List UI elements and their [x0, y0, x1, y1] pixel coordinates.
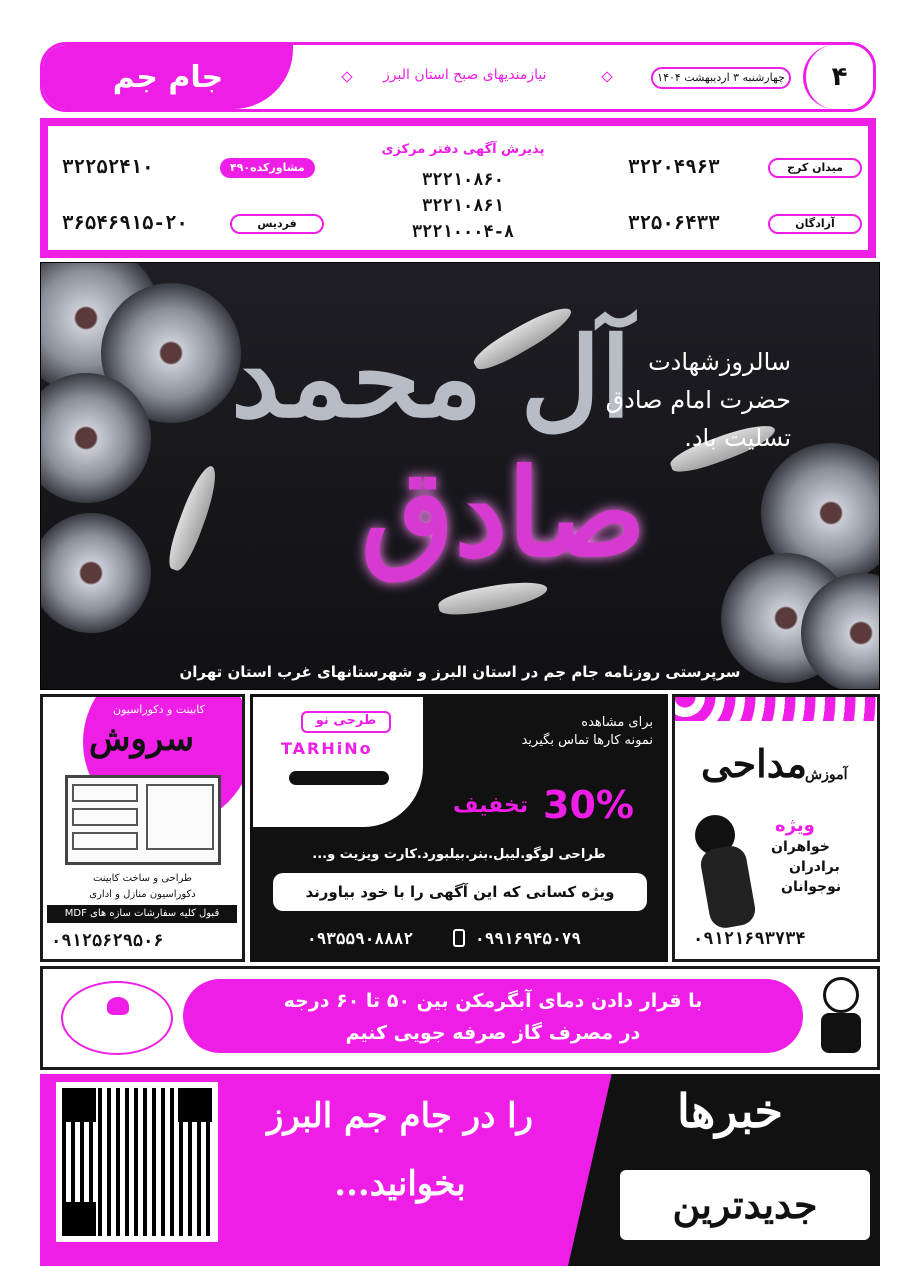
ad-line: قبول کلیه سفارشات سازه های MDF — [47, 905, 237, 923]
issue-date: چهارشنبه ۳ اردیبهشت ۱۴۰۴ — [651, 67, 791, 89]
ad-audience: نوجوانان — [781, 879, 842, 895]
gas-company-logo — [61, 981, 173, 1055]
ad-title-small: آموزش — [805, 767, 848, 783]
page-header — [40, 42, 876, 112]
contact-number: ۳۶۵۴۶۹۱۵-۲۰ — [62, 212, 188, 234]
center-office-title: پذیرش آگهی دفتر مرکزی — [381, 142, 545, 157]
ad-scallop-decor — [675, 697, 877, 721]
header-tagline: نیازمندیهای صبح استان البرز — [383, 67, 547, 83]
mascot-icon — [813, 977, 869, 1059]
ad-title-big: مداحی — [701, 741, 808, 786]
center-number: ۳۲۲۱۰۰۰۴-۸ — [411, 222, 515, 242]
phone-icon — [453, 929, 465, 947]
page-number: ۴ — [803, 45, 873, 109]
hand-icon — [698, 844, 757, 931]
calligraphy-silver: آل محمد — [231, 313, 632, 442]
contact-label: آزادگان — [768, 214, 862, 234]
contact-box-inner — [48, 126, 868, 250]
contact-label: میدان کرج — [768, 158, 862, 178]
banner-line: سالروزشهادت — [648, 348, 791, 376]
ad-phone: ۰۹۳۵۵۹۰۸۸۸۲ — [307, 929, 413, 948]
promo-headline: جدیدترین — [620, 1170, 870, 1240]
contact-number: ۳۲۲۵۲۴۱۰ — [62, 156, 154, 178]
newspaper-logo: جام جم — [43, 45, 293, 109]
ad-services: طراحی لوگو.لیبل.بنر.بیلبورد.کارت ویزیت و... — [312, 847, 606, 862]
promo-headline: خبرها — [677, 1084, 783, 1138]
gas-line: در مصرف گاز صرفه جویی کنیم — [345, 1022, 641, 1044]
ad-logo-en: TARHiNo — [281, 739, 373, 758]
ad-subtitle: کابینت و دکوراسیون — [113, 703, 205, 716]
news-promo — [40, 1074, 880, 1266]
ad-audience: برادران — [789, 859, 840, 875]
calligraphy-main: صادق — [361, 443, 646, 584]
ad-intro: نمونه کارها تماس بگیرید — [521, 733, 653, 748]
gas-saving-notice — [40, 966, 880, 1070]
center-number: ۳۲۲۱۰۸۶۰ — [422, 170, 504, 190]
ad-audience: خواهران — [771, 839, 830, 855]
ad-special: ویژه — [775, 815, 815, 836]
discount-word: تخفیف — [453, 793, 529, 818]
banner-line: تسلیت باد. — [684, 424, 791, 452]
condolence-banner — [40, 262, 880, 690]
ad-phone: ۰۹۱۲۵۶۲۹۵۰۶ — [51, 931, 164, 951]
ad-intro: برای مشاهده — [581, 715, 653, 730]
banner-line: حضرت امام صادق — [605, 386, 791, 414]
gas-message — [183, 979, 803, 1053]
pencil-icon — [289, 771, 389, 785]
ad-phone: ۰۹۱۲۱۶۹۳۷۳۴ — [693, 929, 806, 949]
center-number: ۳۲۲۱۰۸۶۱ — [422, 196, 504, 216]
flame-icon — [107, 997, 129, 1015]
discount-percent: 30% — [543, 783, 634, 827]
banner-message — [551, 343, 791, 457]
contact-box — [40, 118, 876, 258]
banner-footer: سرپرستی روزنامه جام جم در استان البرز و شهرستانهای غرب استان تهران — [179, 663, 741, 681]
flower-icon — [40, 513, 151, 633]
contact-number: ۳۲۲۰۴۹۶۳ — [628, 156, 720, 178]
diamond-ornament-icon — [341, 71, 352, 82]
contact-number: ۳۲۵۰۶۴۳۳ — [628, 212, 720, 234]
promo-line: بخوانید... — [334, 1164, 466, 1204]
ad-cabinet — [40, 694, 245, 962]
ad-line: دکوراسیون منازل و اداری — [89, 889, 196, 900]
contact-label: فردیس — [230, 214, 324, 234]
ad-line: طراحی و ساخت کابینت — [92, 873, 192, 884]
diamond-ornament-icon — [601, 71, 612, 82]
feather-icon — [163, 462, 223, 574]
promo-line: را در جام جم البرز — [266, 1096, 534, 1136]
gas-line: با قرار دادن دمای آبگرمکن بین ۵۰ تا ۶۰ درجه — [283, 990, 703, 1012]
cabinet-icon — [65, 775, 221, 865]
ad-phone: ۰۹۹۱۶۹۴۵۰۷۹ — [475, 929, 581, 948]
qr-code-icon[interactable] — [56, 1082, 218, 1242]
ad-logo-fa: طرحی نو — [301, 711, 391, 733]
ad-tarhino — [250, 694, 668, 962]
ad-brand: سروش — [89, 719, 195, 759]
ad-maddahi — [672, 694, 880, 962]
ad-special: ویژه کسانی که این آگهی را با خود بیاورند — [273, 873, 647, 911]
contact-label: مشاورکده۴۹۰ — [220, 158, 315, 178]
